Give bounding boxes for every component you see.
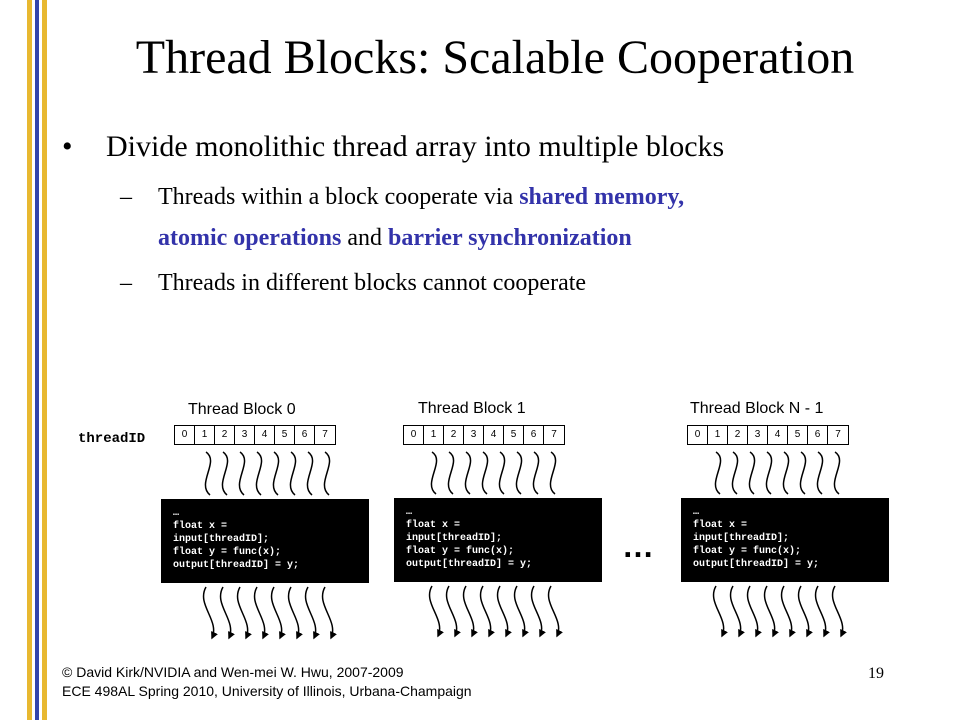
block-label-n: Thread Block N - 1: [690, 400, 824, 417]
thread-line-in: [448, 452, 453, 494]
thread-id-cell: 0: [688, 426, 708, 444]
thread-line-out: [289, 587, 299, 638]
thread-id-cell: 3: [235, 426, 255, 444]
bullet-text: Divide monolithic thread array into multiple blocks: [106, 130, 725, 163]
thread-line-out: [204, 587, 214, 638]
thread-line-in: [817, 452, 822, 494]
thread-id-cell: 3: [464, 426, 484, 444]
thread-line-in: [290, 452, 295, 495]
thread-id-cell: 7: [322, 429, 328, 440]
highlight-atomic-operations: atomic operations: [158, 225, 342, 251]
thread-line-out: [430, 586, 440, 636]
code-line: float y = func(x);: [173, 547, 282, 558]
ellipsis: …: [622, 528, 654, 564]
thread-line-in: [800, 452, 805, 494]
code-line: float y = func(x);: [406, 546, 515, 557]
thread-id-cell: 2: [728, 426, 748, 444]
thread-line-out: [464, 586, 474, 636]
code-box-1: [394, 498, 602, 582]
code-line: float x =: [693, 520, 748, 531]
thread-line-in: [732, 452, 737, 494]
thread-line-in: [550, 452, 555, 494]
sub-bullet-2-text: Threads in different blocks cannot cooperate: [158, 270, 587, 296]
thread-line-out: [782, 586, 792, 636]
thread-id-cell: 6: [524, 426, 544, 444]
thread-line-out: [306, 587, 316, 638]
thread-line-in: [205, 452, 210, 495]
thread-line-in: [307, 452, 312, 495]
thread-line-out: [481, 586, 491, 636]
bullet-marker: •: [62, 130, 73, 163]
code-line: output[threadID] = y;: [406, 559, 533, 570]
thread-line-in: [766, 452, 771, 494]
thread-line-out: [221, 587, 231, 638]
footer-course: ECE 498AL Spring 2010, University of Illinois, Urbana-Champaign: [62, 683, 472, 699]
thread-id-cell: 1: [708, 426, 728, 444]
block-label-0: Thread Block 0: [188, 401, 296, 418]
thread-line-out: [515, 586, 525, 636]
thread-line-in: [222, 452, 227, 495]
thread-line-out: [447, 586, 457, 636]
sub-bullet-dash: –: [120, 270, 132, 296]
sub-bullet-1-text: Threads within a block cooperate via: [158, 184, 520, 210]
thread-line-in: [239, 452, 244, 495]
code-line: …: [693, 507, 700, 518]
code-line: …: [406, 507, 413, 518]
code-box-n: [681, 498, 889, 582]
code-line: output[threadID] = y;: [173, 560, 300, 571]
thread-id-label: threadID: [78, 431, 146, 447]
code-line: float x =: [406, 520, 461, 531]
thread-line-out: [799, 586, 809, 636]
thread-line-in: [516, 452, 521, 494]
thread-id-cell: 0: [175, 426, 195, 444]
thread-line-out: [765, 586, 775, 636]
thread-line-in: [834, 452, 839, 494]
thread-line-in: [273, 452, 278, 495]
thread-id-cell: 1: [195, 426, 215, 444]
thread-line-out: [498, 586, 508, 636]
thread-id-cell: 5: [504, 426, 524, 444]
thread-line-out: [748, 586, 758, 636]
sub-bullet-1-and: and: [341, 225, 388, 251]
thread-line-out: [549, 586, 559, 636]
code-line: output[threadID] = y;: [693, 559, 820, 570]
thread-line-in: [465, 452, 470, 494]
code-line: float x =: [173, 521, 228, 532]
thread-line-out: [272, 587, 282, 638]
thread-id-cell: 4: [768, 426, 788, 444]
thread-line-in: [431, 452, 436, 494]
page-number: 19: [868, 665, 884, 682]
thread-line-out: [238, 587, 248, 638]
thread-id-cell: 4: [484, 426, 504, 444]
thread-id-cell: 4: [255, 426, 275, 444]
thread-id-cell: 6: [295, 426, 315, 444]
thread-line-in: [482, 452, 487, 494]
thread-line-in: [783, 452, 788, 494]
thread-line-out: [731, 586, 741, 636]
thread-line-in: [324, 452, 329, 495]
thread-line-in: [256, 452, 261, 495]
thread-line-in: [749, 452, 754, 494]
code-line: input[threadID];: [406, 533, 503, 544]
block-label-1: Thread Block 1: [418, 400, 526, 417]
code-line: input[threadID];: [173, 534, 270, 545]
thread-id-cell: 5: [788, 426, 808, 444]
thread-id-cell: 5: [275, 426, 295, 444]
thread-id-cell: 0: [404, 426, 424, 444]
thread-line-in: [715, 452, 720, 494]
thread-line-in: [533, 452, 538, 494]
highlight-barrier-synchronization: barrier synchronization: [387, 225, 632, 251]
code-line: input[threadID];: [693, 533, 790, 544]
code-box-0: [161, 499, 369, 583]
footer-copyright: © David Kirk/NVIDIA and Wen-mei W. Hwu, 2007-2009: [62, 664, 404, 680]
thread-line-out: [816, 586, 826, 636]
highlight-shared-memory: shared memory,: [519, 184, 685, 210]
slide-title: Thread Blocks: Scalable Cooperation: [135, 31, 855, 84]
thread-line-out: [833, 586, 843, 636]
thread-id-cell: 7: [551, 429, 557, 440]
thread-line-out: [255, 587, 265, 638]
thread-line-out: [714, 586, 724, 636]
thread-line-out: [323, 587, 333, 638]
thread-id-cell: 6: [808, 426, 828, 444]
thread-id-cell: 3: [748, 426, 768, 444]
thread-line-out: [532, 586, 542, 636]
sub-bullet-dash: –: [120, 184, 132, 210]
thread-id-cell: 2: [444, 426, 464, 444]
thread-id-cell: 2: [215, 426, 235, 444]
thread-id-cell: 1: [424, 426, 444, 444]
code-line: float y = func(x);: [693, 546, 802, 557]
footer: [62, 663, 472, 701]
thread-id-cell: 7: [835, 429, 841, 440]
code-line: …: [173, 508, 180, 519]
thread-line-in: [499, 452, 504, 494]
